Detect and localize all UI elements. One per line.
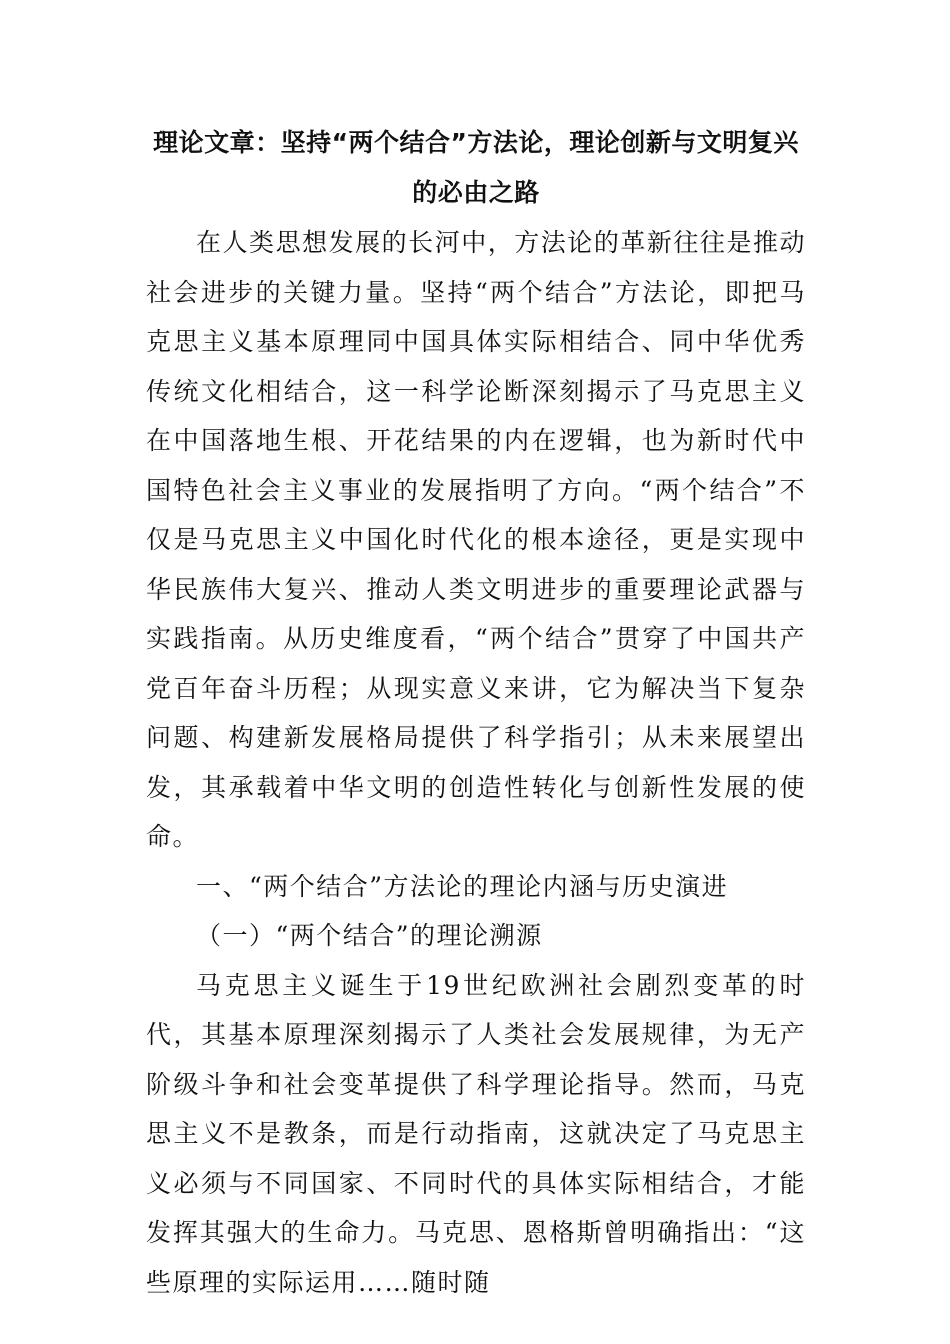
section-heading: 一、“两个结合”方法论的理论内涵与历史演进 bbox=[196, 871, 729, 901]
document-page bbox=[146, 118, 806, 1307]
document-title: 理论文章：坚持“两个结合”方法论，理论创新与文明复兴的必由之路 bbox=[153, 128, 799, 207]
subsection-heading: （一）“两个结合”的理论溯源 bbox=[196, 921, 543, 950]
body-paragraph: 马克思主义诞生于19世纪欧洲社会剧烈变革的时代，其基本原理深刻揭示了人类社会发展规律，为无产阶级斗争和社会变革提供了科学理论指导。然而，马克思主义不是教条，而是行动指南，这就决定了马克思主义必须与不同国家、不同时代的具体实际相结合，才能发挥其强大的生命力。马克思、恩格斯曾明确指出：“这些原理的实际运用……随时随 bbox=[146, 970, 806, 1297]
intro-paragraph: 在人类思想发展的长河中，方法论的革新往往是推动社会进步的关键力量。坚持“两个结合”方法论，即把马克思主义基本原理同中国具体实际相结合、同中华优秀传统文化相结合，这一科学论断深刻揭示了马克思主义在中国落地生根、开花结果的内在逻辑，也为新时代中国特色社会主义事业的发展指明了方向。“两个结合”不仅是马克思主义中国化时代化的根本途径，更是实现中华民族伟大复兴、推动人类文明进步的重要理论武器与实践指南。从历史维度看，“两个结合”贯穿了中国共产党百年奋斗历程；从现实意义来讲，它为解决当下复杂问题、构建新发展格局提供了科学指引；从未来展望出发，其承载着中华文明的创造性转化与创新性发展的使命。 bbox=[146, 228, 806, 851]
